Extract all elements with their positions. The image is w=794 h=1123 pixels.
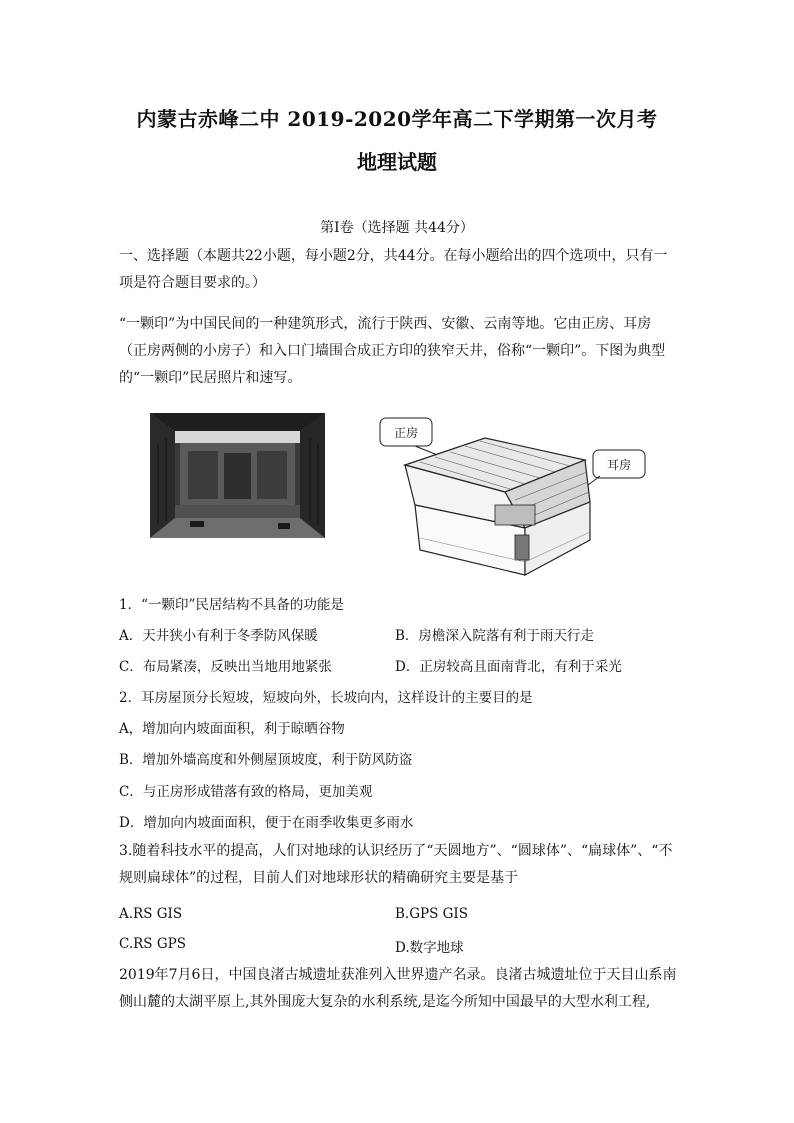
passage-1: “一颗印”为中国民间的一种建筑形式，流行于陕西、安徽、云南等地。它由正房、耳房（正房两侧的小房子）和入口门墙围合成正方印的狭窄天井，俗称“一颗印”。下图为典型的“一颗印”民居照片和速写。 — [119, 316, 666, 386]
label-side-room: 耳房 — [606, 458, 631, 472]
courtyard-photo — [150, 413, 325, 538]
question-1-option-b: B．房檐深入院落有利于雨天行走 — [395, 628, 594, 644]
exam-title: 内蒙古赤峰二中 2019-2020学年高二下学期第一次月考 — [136, 107, 658, 131]
exam-subtitle: 地理试题 — [357, 150, 437, 174]
section-heading: 第Ⅰ卷（选择题 共44分） — [320, 220, 474, 236]
question-1-option-c: C．布局紧凑，反映出当地用地紧张 — [119, 659, 332, 675]
question-3-stem: 3.随着科技水平的提高，人们对地球的认识经历了“天圆地方”、“圆球体”、“扁球体”、“不规则扁球体”的过程，目前人们对地球形状的精确研究主要是基于 — [119, 843, 673, 886]
question-2-option-d: D．增加向内坡面面积，便于在雨季收集更多雨水 — [119, 815, 414, 831]
question-3-option-c: C.RS GPS — [119, 936, 186, 952]
question-2-option-b: B．增加外墙高度和外侧屋顶坡度，利于防风防盗 — [119, 752, 413, 768]
question-3-option-a: A.RS GIS — [119, 906, 183, 922]
question-1-option-a: A．天井狭小有利于冬季防风保暖 — [119, 628, 318, 644]
question-2-stem: 2．耳房屋顶分长短坡，短坡向外，长坡向内，这样设计的主要目的是 — [119, 690, 533, 706]
question-2-option-c: C．与正房形成错落有致的格局，更加美观 — [119, 784, 373, 800]
question-1-stem: 1．“一颗印”民居结构不具备的功能是 — [119, 597, 344, 613]
question-3-option-b: B.GPS GIS — [395, 906, 468, 922]
passage-2: 2019年7月6日，中国良渚古城遗址获准列入世界遗产名录。良渚古城遗址位于天目山系南侧山麓的太湖平原上,其外围庞大复杂的水利系统,是迄今所知中国最早的大型水利工程, — [119, 967, 677, 1010]
question-2-option-a: A，增加向内坡面面积，利于晾晒谷物 — [119, 721, 345, 737]
question-1-option-d: D．正房较高且面南背北，有利于采光 — [395, 659, 622, 675]
question-3-option-d: D.数字地球 — [395, 940, 464, 956]
section-instructions: 一、选择题（本题共22小题，每小题2分，共44分。在每小题给出的四个选项中，只有一项是符合题目要求的。） — [119, 248, 668, 291]
label-main-room: 正房 — [393, 426, 418, 440]
